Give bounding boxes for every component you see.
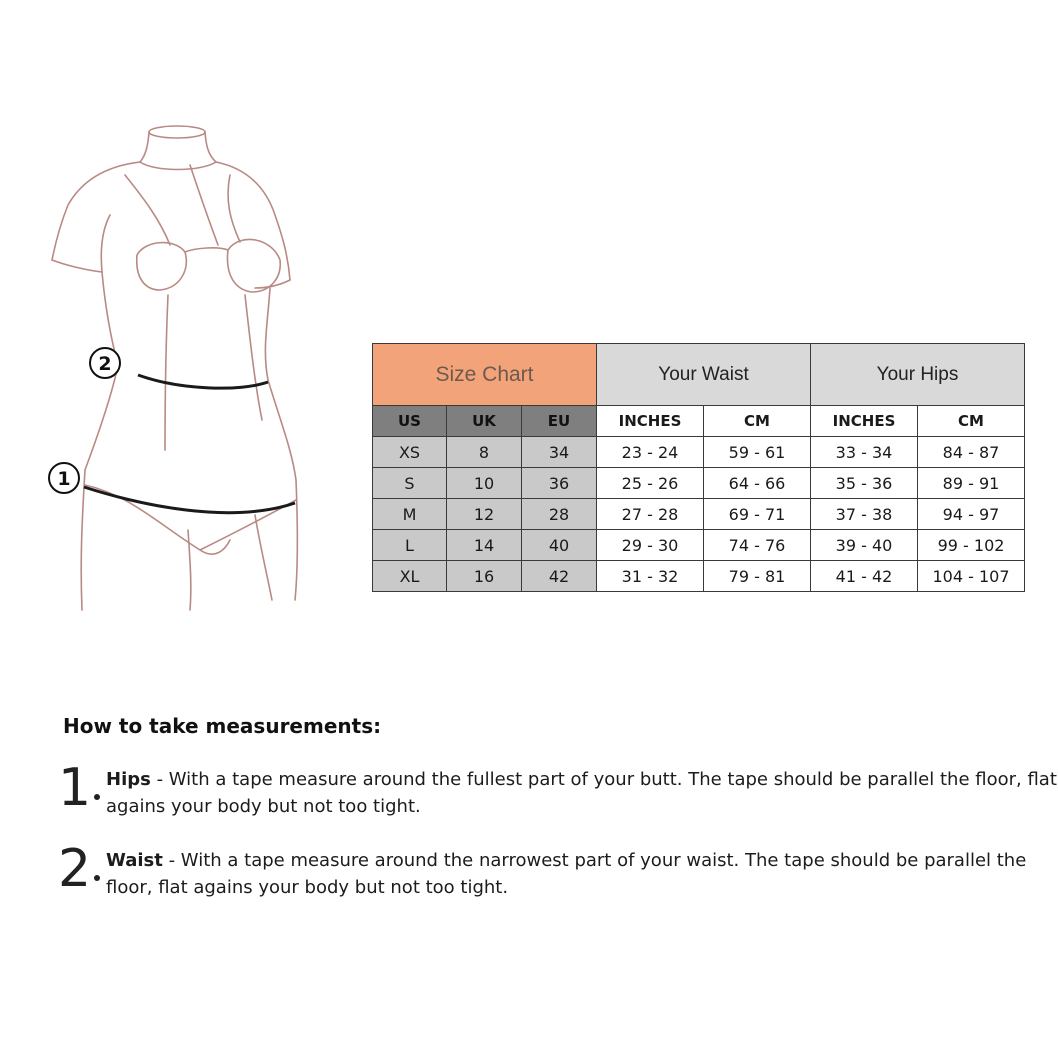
cell-waist-inches: 23 - 24 (597, 437, 704, 468)
header-waist-cm: CM (704, 406, 811, 437)
svg-text:2: 2 (98, 353, 112, 375)
cell-waist-cm: 64 - 66 (704, 468, 811, 499)
cell-eu: 28 (522, 499, 597, 530)
group-header-hips: Your Hips (811, 344, 1025, 406)
step-bullet-dot (94, 875, 100, 881)
size-chart-header-row (373, 406, 1025, 437)
cell-hips-cm: 89 - 91 (918, 468, 1025, 499)
cell-uk: 12 (447, 499, 522, 530)
cell-hips-cm: 84 - 87 (918, 437, 1025, 468)
cell-waist-cm: 79 - 81 (704, 561, 811, 592)
cell-uk: 8 (447, 437, 522, 468)
cell-us: XL (373, 561, 447, 592)
step-number: 1 (58, 758, 92, 818)
marker-2 (90, 348, 120, 378)
header-us: US (373, 406, 447, 437)
step-bullet-dot (94, 794, 100, 800)
body-figure-illustration (40, 120, 310, 620)
cell-waist-cm: 69 - 71 (704, 499, 811, 530)
cell-uk: 16 (447, 561, 522, 592)
header-waist-inches: INCHES (597, 406, 704, 437)
header-hips-cm: CM (918, 406, 1025, 437)
size-chart-title: Size Chart (373, 344, 597, 406)
cell-hips-inches: 37 - 38 (811, 499, 918, 530)
marker-1 (49, 463, 79, 493)
step-text (106, 766, 1058, 820)
step-description: - With a tape measure around the narrowest part of your waist. The tape should be parallel the floor, flat agains your body but not too tight. (106, 850, 1027, 898)
table-row (373, 530, 1025, 561)
cell-us: XS (373, 437, 447, 468)
cell-hips-inches: 35 - 36 (811, 468, 918, 499)
step-description: - With a tape measure around the fullest part of your butt. The tape should be parallel the floor, flat agains your body but not too tight. (106, 769, 1057, 817)
instructions-heading: How to take measurements: (63, 714, 382, 738)
cell-waist-inches: 29 - 30 (597, 530, 704, 561)
size-chart-table (372, 343, 1025, 592)
step-term: Waist (106, 850, 163, 871)
cell-eu: 36 (522, 468, 597, 499)
step-term: Hips (106, 769, 151, 790)
cell-hips-cm: 104 - 107 (918, 561, 1025, 592)
svg-text:1: 1 (57, 468, 71, 490)
cell-us: L (373, 530, 447, 561)
cell-eu: 34 (522, 437, 597, 468)
table-row (373, 468, 1025, 499)
cell-uk: 10 (447, 468, 522, 499)
cell-waist-cm: 59 - 61 (704, 437, 811, 468)
cell-waist-cm: 74 - 76 (704, 530, 811, 561)
cell-us: S (373, 468, 447, 499)
cell-eu: 40 (522, 530, 597, 561)
group-header-waist: Your Waist (597, 344, 811, 406)
cell-us: M (373, 499, 447, 530)
size-chart-group-row (373, 344, 1025, 406)
cell-hips-inches: 33 - 34 (811, 437, 918, 468)
cell-hips-cm: 99 - 102 (918, 530, 1025, 561)
cell-waist-inches: 31 - 32 (597, 561, 704, 592)
cell-hips-cm: 94 - 97 (918, 499, 1025, 530)
cell-waist-inches: 27 - 28 (597, 499, 704, 530)
cell-hips-inches: 41 - 42 (811, 561, 918, 592)
cell-uk: 14 (447, 530, 522, 561)
table-row (373, 499, 1025, 530)
cell-hips-inches: 39 - 40 (811, 530, 918, 561)
step-number: 2 (58, 839, 92, 899)
header-uk: UK (447, 406, 522, 437)
header-hips-inches: INCHES (811, 406, 918, 437)
header-eu: EU (522, 406, 597, 437)
cell-eu: 42 (522, 561, 597, 592)
table-row (373, 437, 1025, 468)
step-text (106, 847, 1058, 901)
cell-waist-inches: 25 - 26 (597, 468, 704, 499)
table-row (373, 561, 1025, 592)
